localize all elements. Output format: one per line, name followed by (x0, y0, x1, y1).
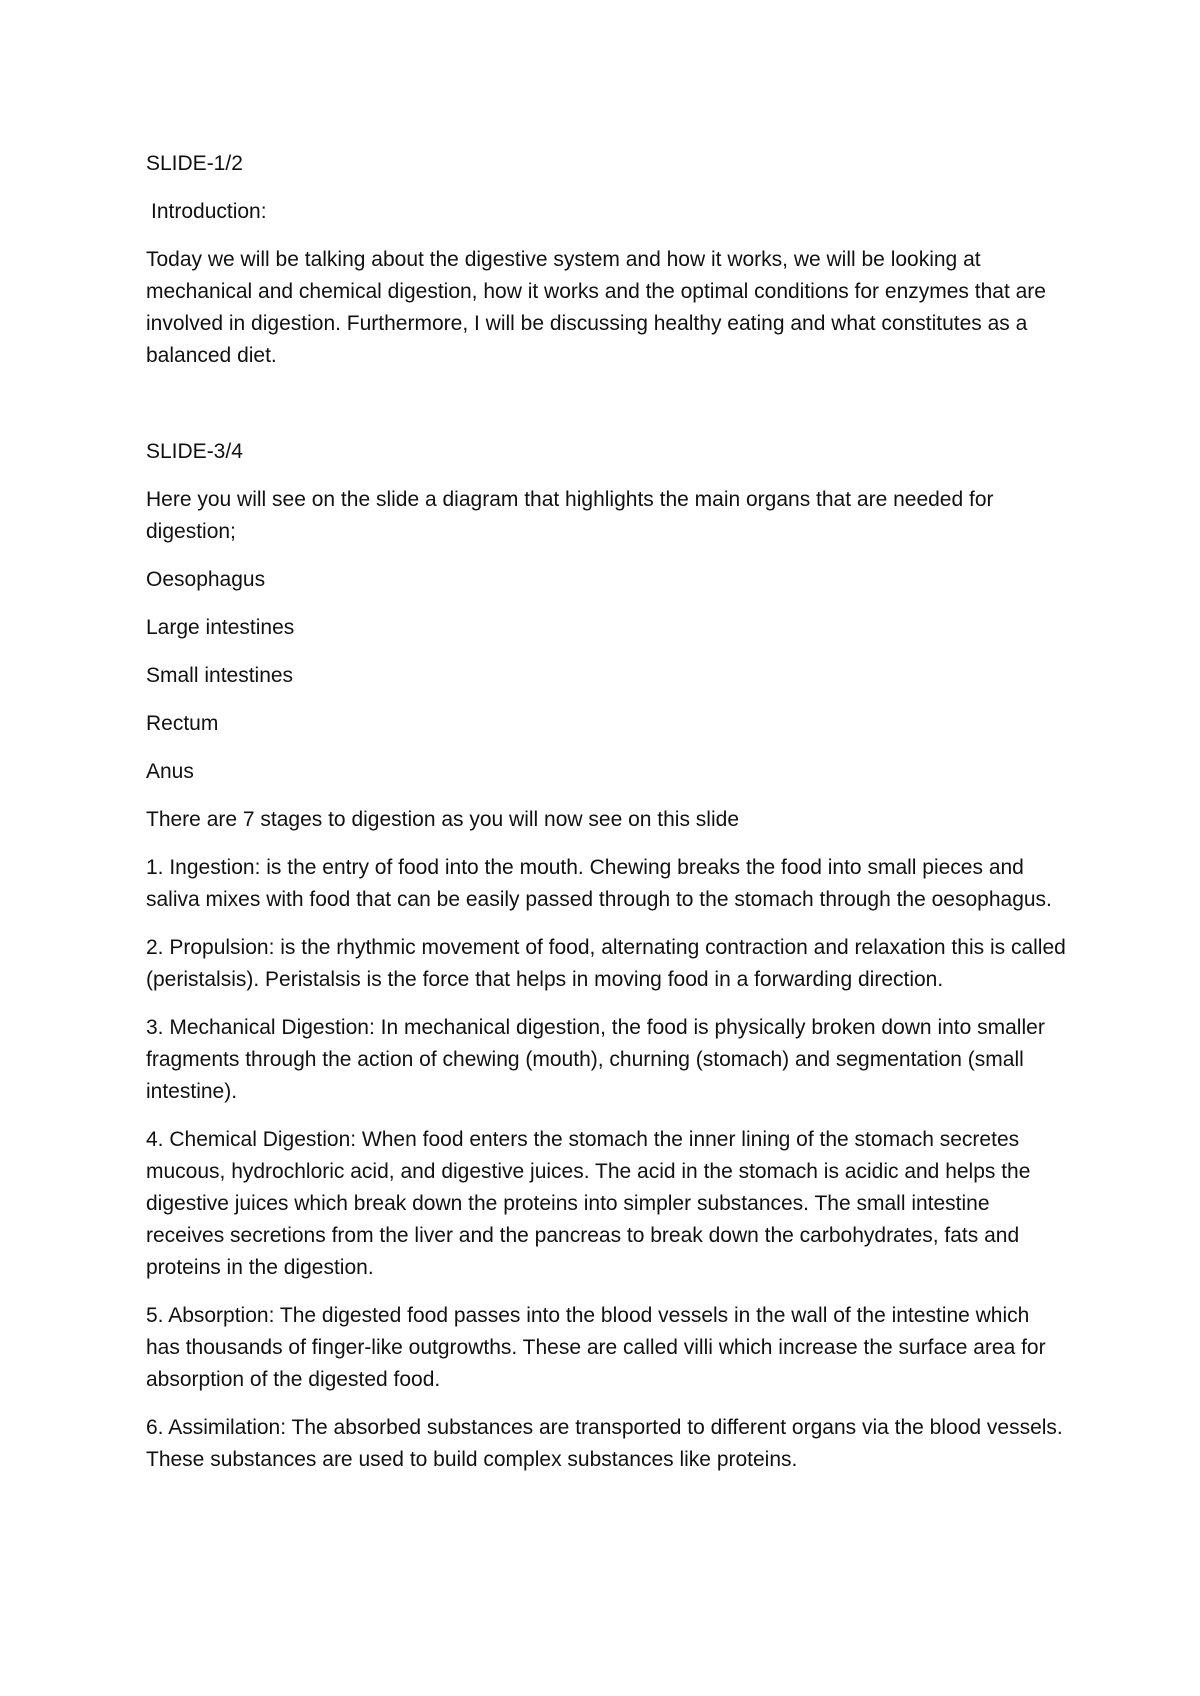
stage-paragraph: 5. Absorption: The digested food passes into the blood vessels in the wall of the intestine which has thousands of finger-like outgrowths. These are called villi which increase the surface area for absorption of the digested food. (146, 1304, 1046, 1391)
organs-intro-paragraph: Here you will see on the slide a diagram that highlights the main organs that are needed for digestion; (146, 488, 994, 543)
introduction-paragraph: Today we will be talking about the digestive system and how it works, we will be looking at mechanical and chemical digestion, how it works and the optimal conditions for enzymes that are involved in digestion. Furthermore, I will be discussing healthy eating and what constitutes as a balanced diet. (146, 248, 1046, 367)
document-body (146, 148, 1066, 1492)
stages-intro-paragraph: There are 7 stages to digestion as you will now see on this slide (146, 808, 739, 831)
organ-list-item: Small intestines (146, 664, 294, 687)
introduction-heading: Introduction: (151, 200, 267, 223)
stage-paragraph: 6. Assimilation: The absorbed substances are transported to different organs via the blood vessels. These substances are used to build complex substances like proteins. (146, 1416, 1063, 1471)
organ-list-item: Large intestines (146, 616, 295, 639)
slide-1-heading: SLIDE-1/2 (146, 152, 243, 175)
stage-paragraph: 4. Chemical Digestion: When food enters the stomach the inner lining of the stomach secretes mucous, hydrochloric acid, and digestive juices. The acid in the stomach is acidic and helps the digestive juices which break down the proteins into simpler substances. The small intestine receives secretions from the liver and the pancreas to break down the carbohydrates, fats and proteins in the digestion. (146, 1128, 1031, 1279)
stage-paragraph: 2. Propulsion: is the rhythmic movement of food, alternating contraction and relaxation this is called (peristalsis). Peristalsis is the force that helps in moving food in a forwarding direction. (146, 936, 1066, 991)
organ-list-item: Oesophagus (146, 568, 266, 591)
stage-paragraph: 1. Ingestion: is the entry of food into the mouth. Chewing breaks the food into small pieces and saliva mixes with food that can be easily passed through to the stomach through the oesophagus. (146, 856, 1052, 911)
slide-3-heading: SLIDE-3/4 (146, 440, 243, 463)
stage-paragraph: 3. Mechanical Digestion: In mechanical digestion, the food is physically broken down into smaller fragments through the action of chewing (mouth), churning (stomach) and segmentation (small intestine). (146, 1016, 1045, 1103)
organ-list-item: Rectum (146, 712, 219, 735)
section-spacer (146, 388, 1066, 436)
organ-list-item: Anus (146, 760, 194, 783)
